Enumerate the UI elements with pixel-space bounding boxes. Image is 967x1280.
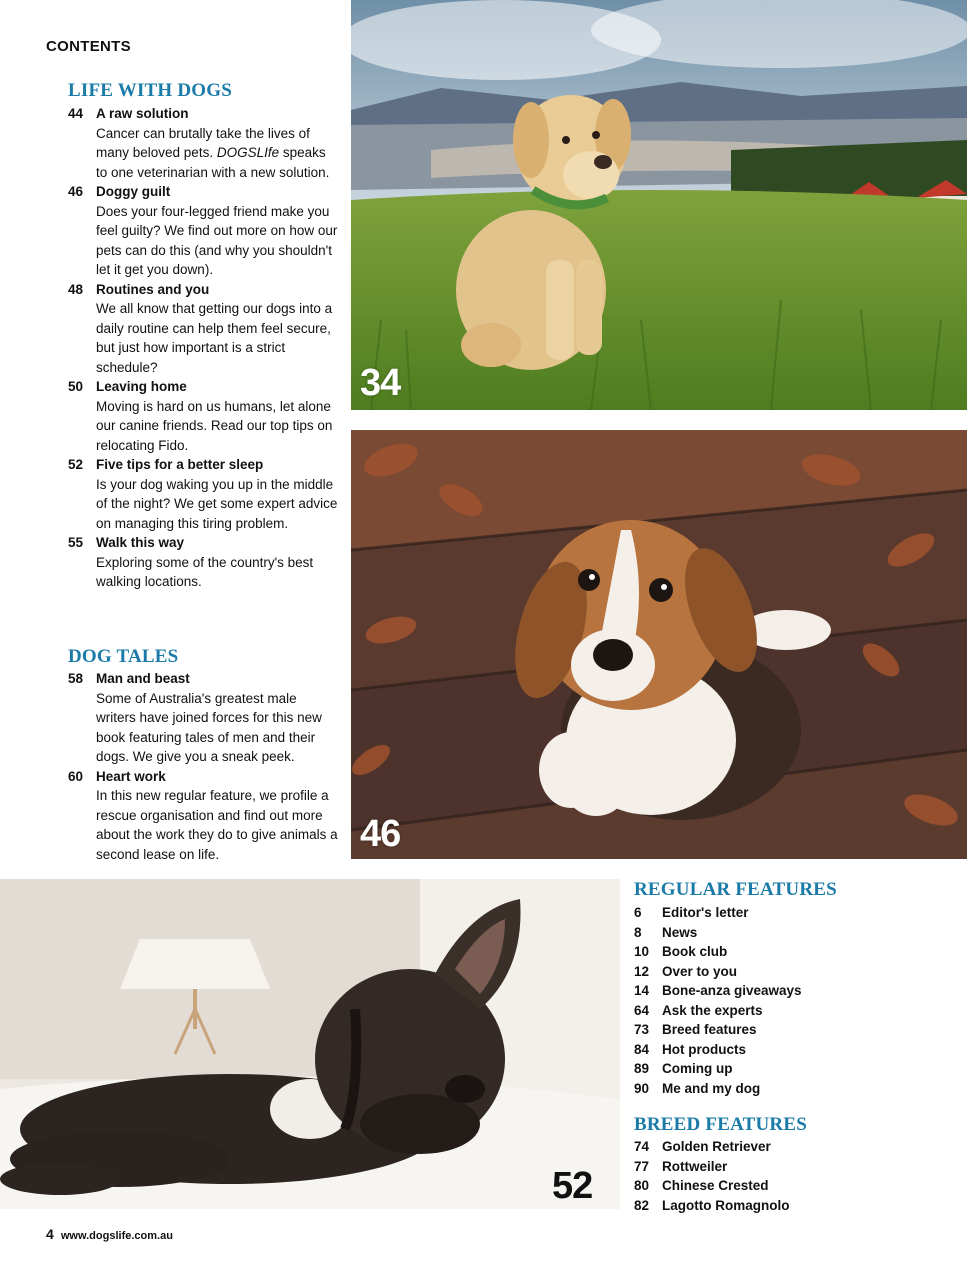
entry-description: Exploring some of the country's best walking locations. (96, 554, 314, 589)
entry-description: Is your dog waking you up in the middle of the night? We get some expert advice on managing this tiring problem. (96, 476, 338, 531)
list-item[interactable]: 84 Hot products (634, 1041, 746, 1057)
contents-entry[interactable] (68, 767, 338, 865)
entry-title: A raw solution (96, 106, 189, 121)
labrador-photo[interactable] (351, 0, 967, 410)
contents-entry[interactable] (68, 104, 338, 182)
list-item[interactable]: 10 Book club (634, 944, 728, 959)
entry-page: 58 (68, 671, 84, 686)
section-heading-life-with-dogs: LIFE WITH DOGS (68, 80, 232, 101)
contents-entry[interactable] (68, 182, 338, 280)
list-item[interactable]: 8 News (634, 924, 698, 940)
contents-entry[interactable] (68, 280, 338, 378)
entry-title: Doggy guilt (96, 184, 171, 199)
entry-description: Some of Australia's greatest male writers have joined forces for this new book featuring tales of men and their dogs. We give you a sneak peek. (96, 690, 322, 764)
entry-page: 48 (68, 281, 84, 297)
entry-description: Moving is hard on us humans, let alone our canine friends. Read our top tips on relocating Fido. (96, 398, 333, 453)
entry-page: 44 (68, 106, 84, 121)
contents-entry[interactable] (68, 455, 338, 533)
list-item[interactable]: 14 Bone-anza giveaways (634, 983, 802, 998)
list-item[interactable]: 6 Editor's letter (634, 905, 749, 920)
entry-page: 55 (68, 535, 84, 550)
list-item[interactable]: 82 Lagotto Romagnolo (634, 1197, 790, 1213)
entry-page: 50 (68, 379, 84, 394)
dog-tales-list (68, 669, 338, 864)
entry-page: 46 (68, 184, 84, 199)
bulldog-photo[interactable] (0, 879, 620, 1209)
section-heading-regular-features: REGULAR FEATURES (634, 879, 837, 900)
list-item[interactable]: 90 Me and my dog (634, 1080, 761, 1096)
list-item[interactable]: 89 Coming up (634, 1061, 733, 1076)
entry-description: We all know that getting our dogs into a daily routine can help them feel secure, but just how important is a strict schedule? (96, 301, 333, 375)
entry-description: Cancer can brutally take the lives of many beloved pets. DOGSLIfe speaks to one veterinarian with a new solution. (96, 125, 330, 180)
entry-title: Five tips for a better sleep (96, 457, 264, 472)
regular-features-list (634, 903, 802, 1098)
footer-url[interactable]: www.dogslife.com.au (60, 1230, 173, 1242)
contents-entry[interactable] (68, 533, 338, 592)
list-item[interactable]: 73 Breed features (634, 1022, 757, 1037)
page-title: CONTENTS (46, 38, 131, 55)
entry-page: 60 (68, 768, 84, 784)
entry-page: 52 (68, 457, 84, 472)
list-item[interactable]: 64 Ask the experts (634, 1002, 763, 1018)
labrador-photo-illustration (351, 0, 967, 410)
photo-page-number: 34 (360, 362, 401, 404)
breed-features-list (634, 1137, 789, 1215)
photo-page-number: 52 (552, 1165, 593, 1207)
list-item[interactable]: 74 Golden Retriever (634, 1139, 771, 1154)
beagle-photo[interactable] (351, 430, 967, 859)
list-item[interactable]: 80 Chinese Crested (634, 1178, 769, 1193)
photo-page-number: 46 (360, 813, 401, 855)
list-item[interactable]: 12 Over to you (634, 963, 738, 979)
entry-title: Routines and you (96, 281, 210, 297)
contents-entry[interactable] (68, 377, 338, 455)
section-heading-breed-features: BREED FEATURES (634, 1114, 807, 1135)
footer-page-number: 4 (46, 1226, 54, 1242)
contents-entry[interactable] (68, 669, 338, 767)
entry-title: Leaving home (96, 379, 187, 394)
entry-description: In this new regular feature, we profile a rescue organisation and find out more about the work they do to give animals a second lease on life. (96, 788, 338, 862)
beagle-photo-illustration (351, 430, 967, 859)
list-item[interactable]: 77 Rottweiler (634, 1158, 728, 1174)
bulldog-photo-illustration (0, 879, 620, 1209)
entry-title: Walk this way (96, 535, 185, 550)
life-with-dogs-list (68, 104, 338, 592)
page-footer (46, 1226, 173, 1242)
entry-description: Does your four-legged friend make you feel guilty? We find out more on how our pets can do this (and why you shouldn't let it get you down). (96, 203, 338, 277)
entry-title: Heart work (96, 768, 166, 784)
section-heading-dog-tales: DOG TALES (68, 646, 179, 667)
entry-title: Man and beast (96, 671, 190, 686)
